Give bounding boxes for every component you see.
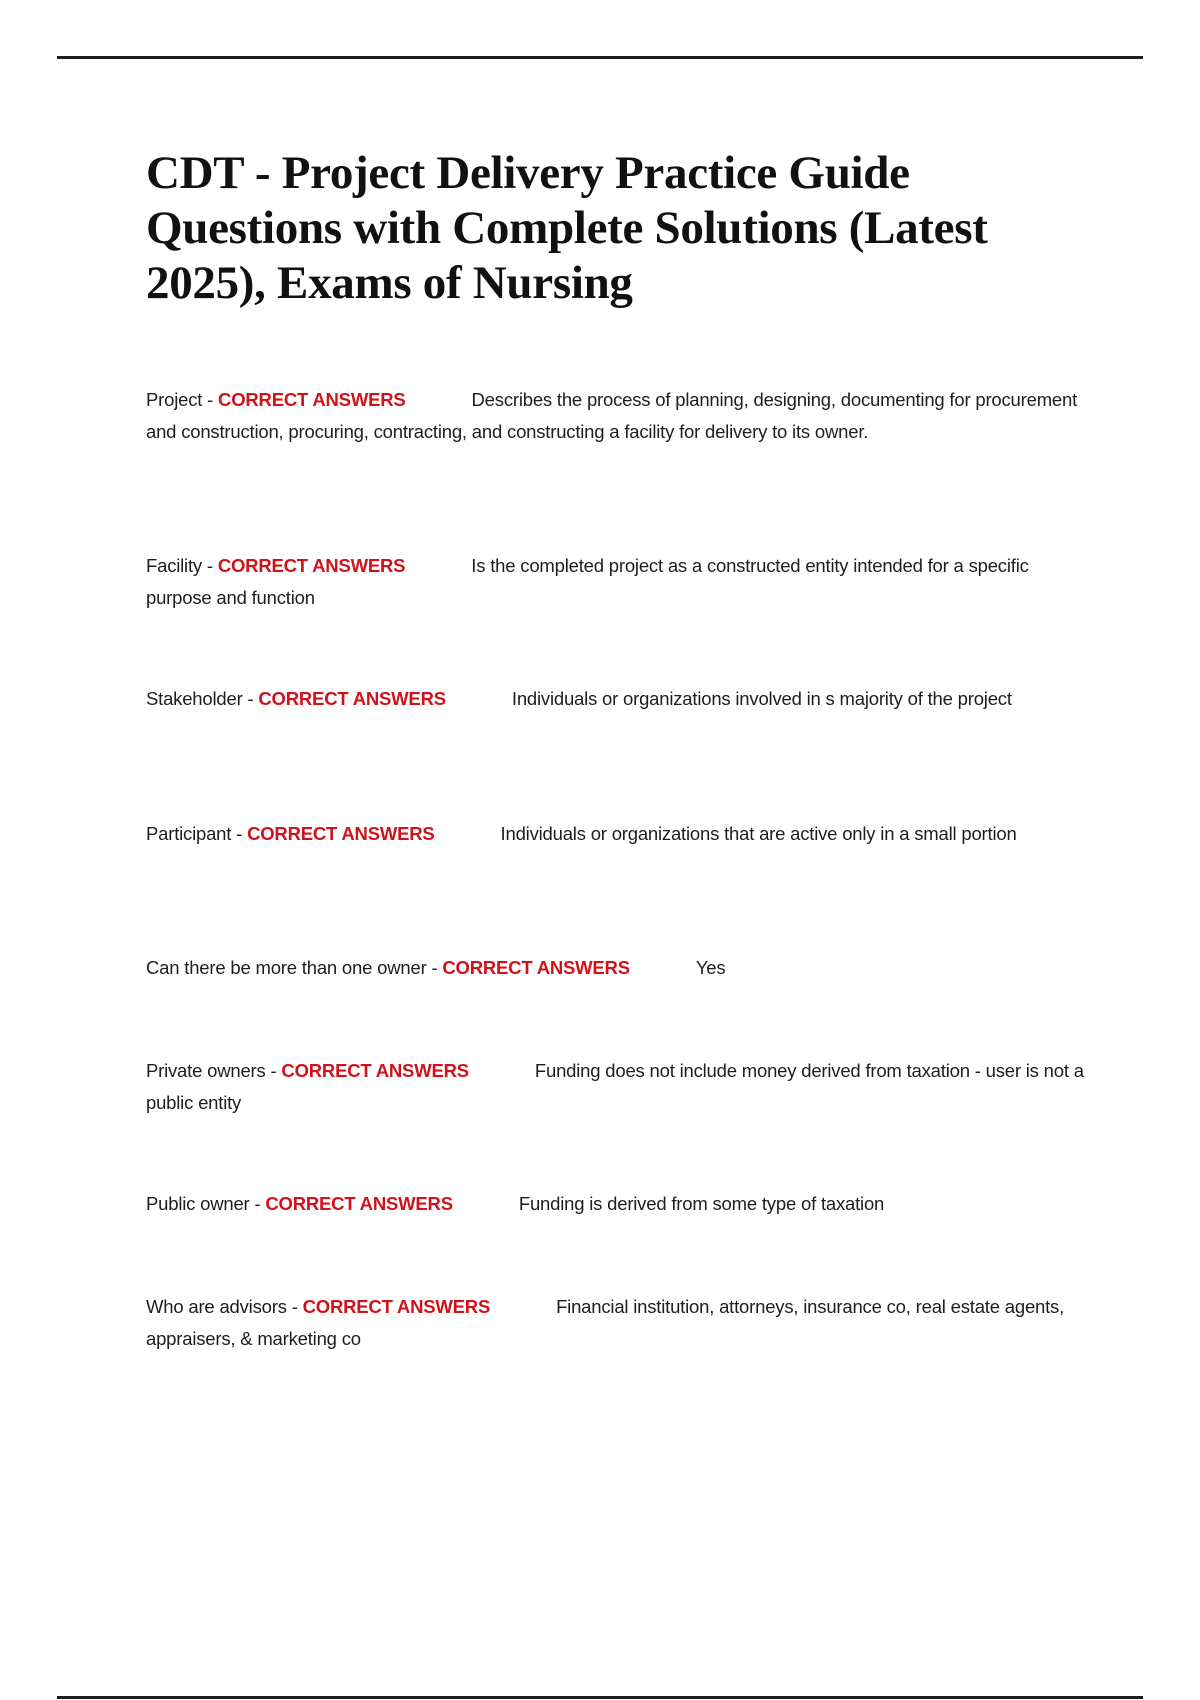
question-text: Facility <box>146 555 202 576</box>
answer-text: Funding is derived from some type of taxation <box>518 1193 885 1214</box>
correct-answers-tag: CORRECT ANSWERS <box>217 555 406 576</box>
correct-answers-tag: CORRECT ANSWERS <box>265 1193 453 1214</box>
answer-text: Individuals or organizations that are active only in a small portion <box>500 823 1017 844</box>
answer-text: Is the completed project as a constructed entity intended for a specific purpose and function <box>146 555 1029 608</box>
correct-answers-tag: CORRECT ANSWERS <box>258 688 446 709</box>
separator: - <box>202 389 219 410</box>
question-text: Private owners <box>146 1060 266 1081</box>
correct-answers-tag: CORRECT ANSWERS <box>302 1296 491 1317</box>
top-divider <box>57 56 1143 59</box>
qa-item-stakeholder <box>146 683 1086 715</box>
qa-item-public-owner <box>146 1188 1086 1220</box>
bottom-divider <box>57 1696 1143 1699</box>
qa-item-advisors <box>146 1291 1086 1355</box>
qa-item-more-than-one-owner <box>146 952 1086 984</box>
correct-answers-tag: CORRECT ANSWERS <box>442 957 630 978</box>
qa-item-private-owners <box>146 1055 1086 1119</box>
question-text: Stakeholder <box>146 688 243 709</box>
separator: - <box>426 957 443 978</box>
correct-answers-tag: CORRECT ANSWERS <box>281 1060 469 1081</box>
question-text: Project <box>146 389 203 410</box>
question-text: Participant <box>146 823 232 844</box>
question-text: Who are advisors <box>146 1296 287 1317</box>
qa-item-project <box>146 384 1086 448</box>
answer-text: Individuals or organizations involved in s majority of the project <box>511 688 1012 709</box>
answer-text: Funding does not include money derived from taxation - user is not a public entity <box>146 1060 1084 1113</box>
answer-text: Yes <box>695 957 726 978</box>
separator: - <box>265 1060 282 1081</box>
question-text: Can there be more than one owner <box>146 957 427 978</box>
qa-item-facility <box>146 550 1086 614</box>
separator: - <box>201 555 218 576</box>
separator: - <box>286 1296 303 1317</box>
separator: - <box>231 823 248 844</box>
qa-item-participant <box>146 818 1086 850</box>
separator: - <box>242 688 259 709</box>
correct-answers-tag: CORRECT ANSWERS <box>218 389 406 410</box>
answer-text: Describes the process of planning, designing, documenting for procurement and construction, procuring, contracting, and constructing a facility for delivery to its owner. <box>146 389 1078 442</box>
correct-answers-tag: CORRECT ANSWERS <box>247 823 435 844</box>
separator: - <box>249 1193 266 1214</box>
answer-text: Financial institution, attorneys, insurance co, real estate agents, appraisers, & marketing co <box>146 1296 1065 1349</box>
question-text: Public owner <box>146 1193 250 1214</box>
document-title: CDT - Project Delivery Practice Guide Questions with Complete Solutions (Latest 2025), Exams of Nursing <box>146 147 988 309</box>
